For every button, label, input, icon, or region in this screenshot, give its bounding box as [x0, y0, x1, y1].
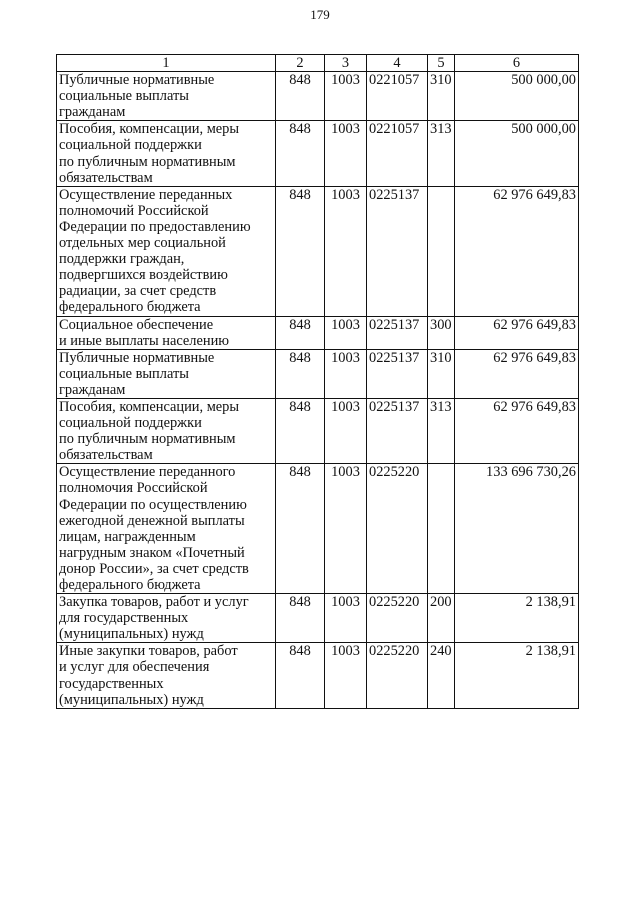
table-row — [57, 121, 579, 186]
ministry-code-cell: 848 — [276, 594, 325, 643]
section-code-cell: 1003 — [325, 186, 367, 316]
table-row — [57, 186, 579, 316]
section-code-cell: 1003 — [325, 349, 367, 398]
amount-cell: 62 976 649,83 — [455, 316, 579, 349]
expense-type-cell: 313 — [428, 398, 455, 463]
expense-type-cell: 310 — [428, 72, 455, 121]
ministry-code-cell: 848 — [276, 316, 325, 349]
column-header: 1 — [57, 55, 276, 72]
expense-name-cell: Публичные нормативные социальные выплаты гражданам — [57, 349, 276, 398]
target-article-cell: 0225137 — [367, 316, 428, 349]
table-header-row — [57, 55, 579, 72]
target-article-cell: 0225137 — [367, 398, 428, 463]
target-article-cell: 0221057 — [367, 72, 428, 121]
amount-cell: 2 138,91 — [455, 643, 579, 708]
amount-cell: 133 696 730,26 — [455, 464, 579, 594]
target-article-cell: 0225137 — [367, 349, 428, 398]
table-row — [57, 398, 579, 463]
column-header: 2 — [276, 55, 325, 72]
ministry-code-cell: 848 — [276, 464, 325, 594]
budget-table — [56, 54, 579, 709]
table-row — [57, 643, 579, 708]
amount-cell: 2 138,91 — [455, 594, 579, 643]
amount-cell: 500 000,00 — [455, 72, 579, 121]
ministry-code-cell: 848 — [276, 121, 325, 186]
page-number: 179 — [310, 7, 330, 22]
expense-type-cell: 300 — [428, 316, 455, 349]
section-code-cell: 1003 — [325, 316, 367, 349]
section-code-cell: 1003 — [325, 398, 367, 463]
expense-type-cell: 310 — [428, 349, 455, 398]
amount-cell: 62 976 649,83 — [455, 349, 579, 398]
ministry-code-cell: 848 — [276, 72, 325, 121]
ministry-code-cell: 848 — [276, 186, 325, 316]
table-row — [57, 349, 579, 398]
ministry-code-cell: 848 — [276, 349, 325, 398]
expense-type-cell: 313 — [428, 121, 455, 186]
expense-name-cell: Осуществление переданных полномочий Российской Федерации по предоставлению отдельных мер социальной поддержки граждан, подвергшихся воздействию радиации, за счет средств федерального бюджета — [57, 186, 276, 316]
section-code-cell: 1003 — [325, 464, 367, 594]
section-code-cell: 1003 — [325, 72, 367, 121]
expense-name-cell: Пособия, компенсации, меры социальной поддержки по публичным нормативным обязательствам — [57, 121, 276, 186]
ministry-code-cell: 848 — [276, 643, 325, 708]
target-article-cell: 0221057 — [367, 121, 428, 186]
target-article-cell: 0225137 — [367, 186, 428, 316]
expense-name-cell: Закупка товаров, работ и услуг для государственных (муниципальных) нужд — [57, 594, 276, 643]
expense-type-cell — [428, 186, 455, 316]
table-row — [57, 72, 579, 121]
table-row — [57, 464, 579, 594]
target-article-cell: 0225220 — [367, 643, 428, 708]
expense-name-cell: Социальное обеспечение и иные выплаты населению — [57, 316, 276, 349]
table-row — [57, 316, 579, 349]
expense-type-cell — [428, 464, 455, 594]
expense-name-cell: Пособия, компенсации, меры социальной поддержки по публичным нормативным обязательствам — [57, 398, 276, 463]
table-row — [57, 594, 579, 643]
expense-name-cell: Осуществление переданного полномочия Российской Федерации по осуществлению ежегодной денежной выплаты лицам, награжденным нагрудным знаком «Почетный донор России», за счет средств федерального бюджета — [57, 464, 276, 594]
amount-cell: 62 976 649,83 — [455, 186, 579, 316]
target-article-cell: 0225220 — [367, 594, 428, 643]
column-header: 3 — [325, 55, 367, 72]
section-code-cell: 1003 — [325, 594, 367, 643]
column-header: 4 — [367, 55, 428, 72]
amount-cell: 62 976 649,83 — [455, 398, 579, 463]
expense-type-cell: 200 — [428, 594, 455, 643]
column-header: 6 — [455, 55, 579, 72]
expense-type-cell: 240 — [428, 643, 455, 708]
target-article-cell: 0225220 — [367, 464, 428, 594]
expense-name-cell: Публичные нормативные социальные выплаты гражданам — [57, 72, 276, 121]
amount-cell: 500 000,00 — [455, 121, 579, 186]
column-header: 5 — [428, 55, 455, 72]
ministry-code-cell: 848 — [276, 398, 325, 463]
expense-name-cell: Иные закупки товаров, работ и услуг для обеспечения государственных (муниципальных) нужд — [57, 643, 276, 708]
section-code-cell: 1003 — [325, 121, 367, 186]
section-code-cell: 1003 — [325, 643, 367, 708]
